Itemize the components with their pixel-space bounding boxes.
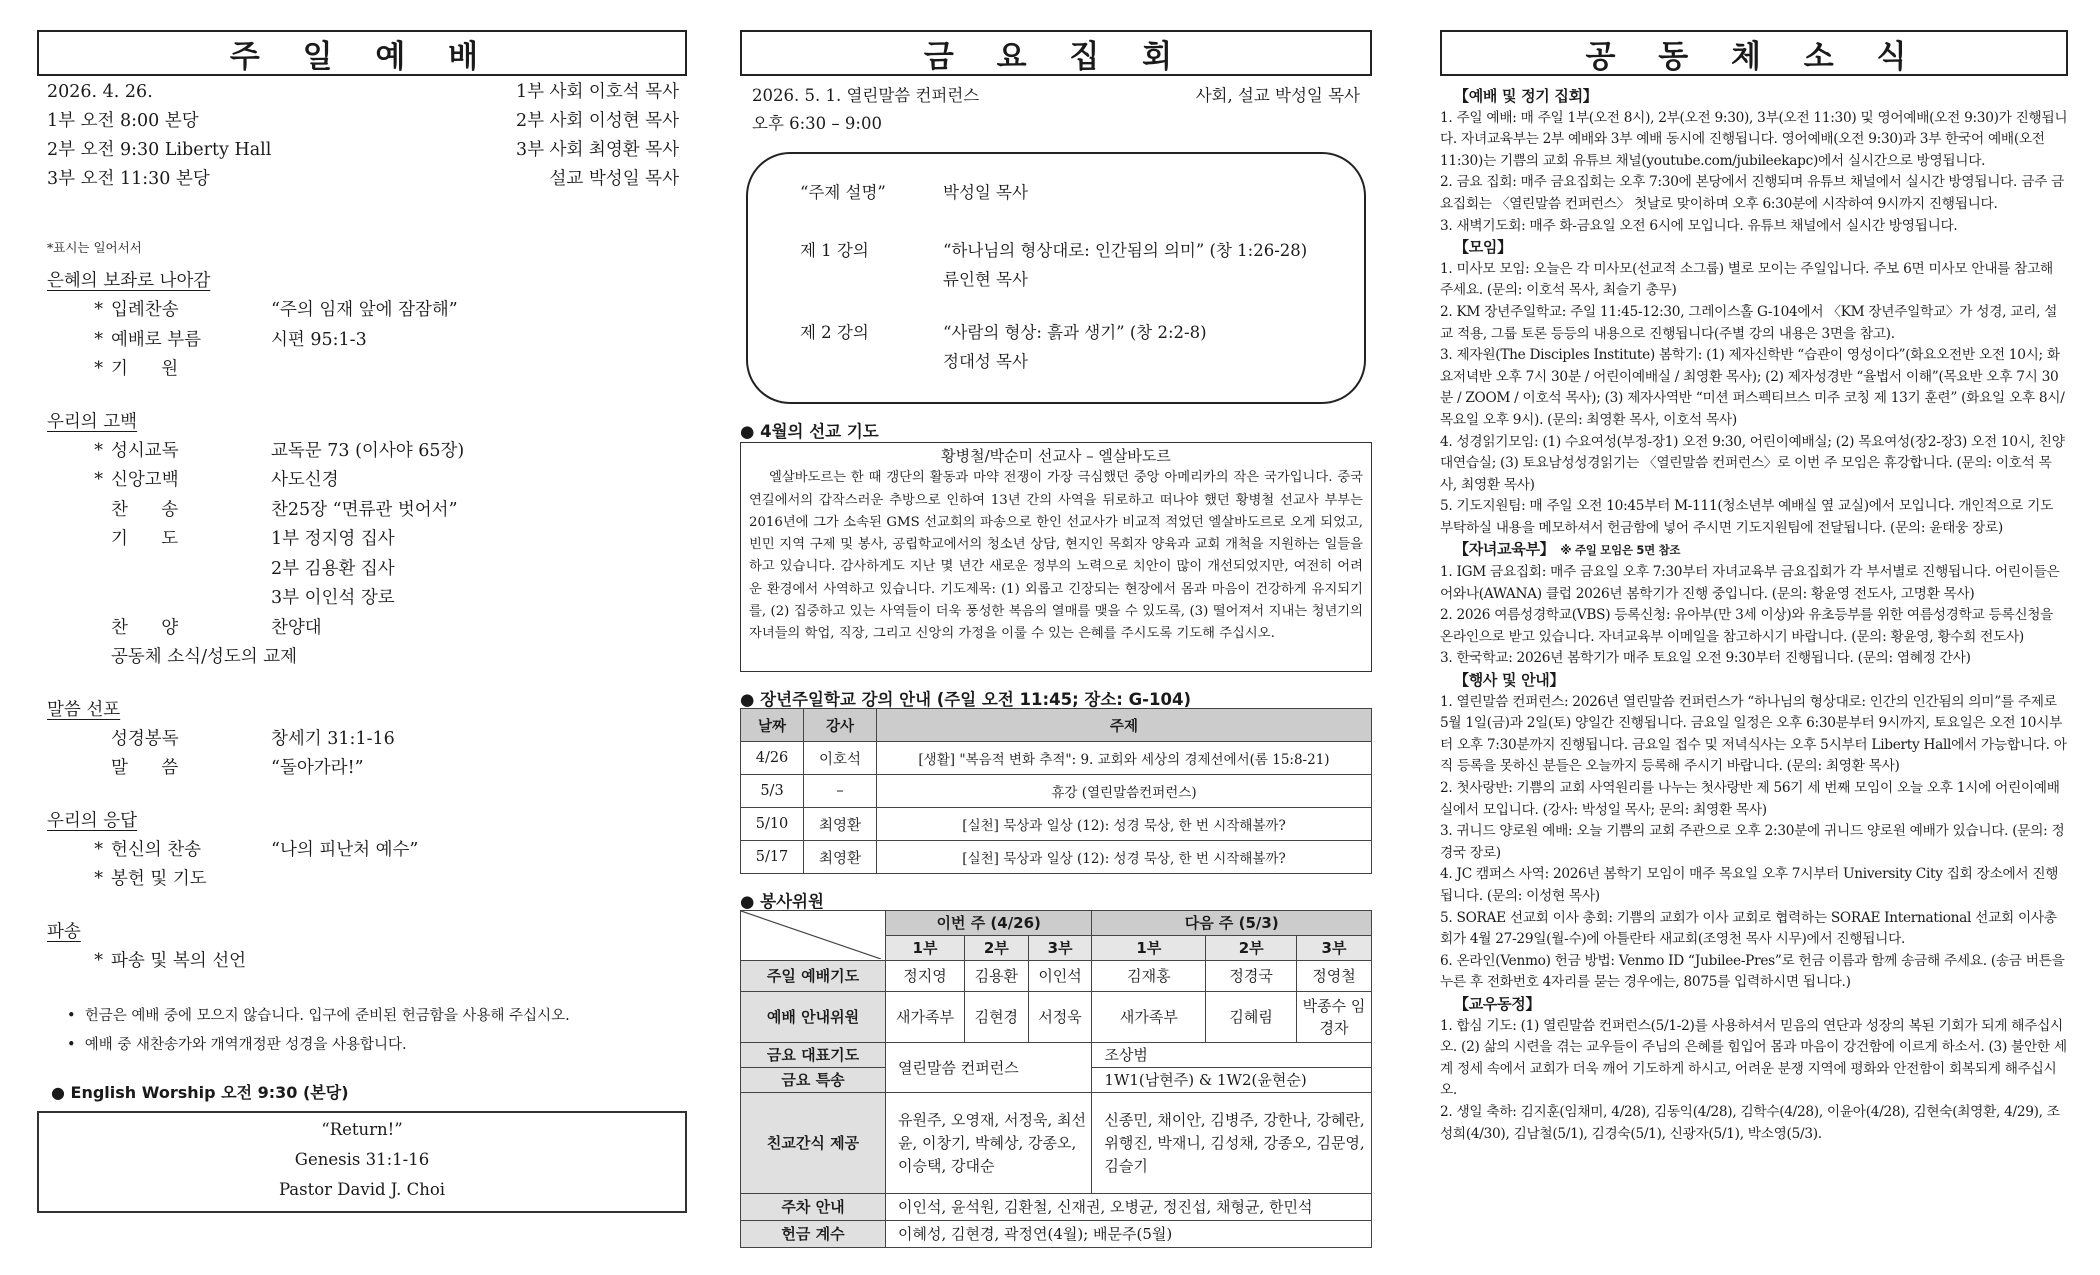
- table-cell: 최영환: [804, 808, 877, 841]
- friday-leader: 사회, 설교 박성일 목사: [1195, 86, 1360, 105]
- order-item-value: “나의 피난처 예수”: [271, 839, 419, 860]
- sunday-worship-column: [37, 0, 687, 1213]
- worship-order-item: [37, 496, 687, 526]
- prayer-volunteer-cell: 김재홍: [1092, 961, 1206, 992]
- order-item-name: 신앙고백: [111, 470, 179, 490]
- lecture-item: 제 2 강의 “사람의 형상: 흙과 생기” (창 2:2-8) 정대성 목사: [800, 323, 1207, 371]
- next-week-header: 다음 주 (5/3): [1092, 911, 1372, 936]
- order-item-name: 찬 송: [111, 499, 179, 520]
- english-preacher: Pastor David J. Choi: [278, 1180, 446, 1199]
- order-item-name: 성경봉독: [111, 728, 179, 749]
- worship-order-item: [37, 296, 687, 326]
- english-scripture: Genesis 31:1-16: [294, 1150, 430, 1169]
- usher-volunteer-cell: 새가족부: [1092, 992, 1206, 1043]
- news-item: 5. 기도지원팀: 매 주일 오전 10:45부터 M-111(청소년부 예배실 옆 교실)에서 모입니다. 개인적으로 기도 부탁하실 내용을 메모하셔서 헌금함에 넣어 주시면 기도지원팀에 전달됩니다. (문의: 윤태웅 장로): [1440, 498, 2054, 536]
- order-item-name: [111, 584, 271, 614]
- service-time: 1부 오전 8:00 본당: [47, 111, 199, 131]
- order-item-value: 1부 정지영 집사: [271, 529, 395, 549]
- prayer-volunteer-cell: 정지영: [886, 961, 965, 992]
- worship-section: [37, 806, 687, 895]
- standing-mark: *: [94, 950, 103, 971]
- order-item-value: 창세기 31:1-16: [271, 728, 395, 749]
- english-worship-box: [37, 1111, 687, 1213]
- preacher: 설교 박성일 목사: [549, 169, 679, 189]
- news-item: 1. 열린말씀 컨퍼런스: 2026년 열린말씀 컨퍼런스가 “하나님의 형상대로: 인간의 인간됨의 의미”를 주제로 5월 1일(금)과 2일(토) 양일간 진행됩니다. 금요일 일정은 오후 6:30분부터 9시까지, 토요일은 오전 10시부터 오후 7:30분까지 진행됩니다. 금요일 접수 및 저녁식사는 오후 5시부터 Liberty Hall에서 가능합니다. 아직 등록을 못하신 분들은 오늘까지 등록해 주시기 바랍니다. (문의: 최영환 목사): [1440, 693, 2067, 775]
- worship-order-item: [37, 947, 687, 977]
- news-item: 3. 한국학교: 2026년 봄학기가 매주 토요일 오전 9:30부터 진행됩니다. (문의: 염혜정 간사): [1440, 650, 1971, 667]
- standing-mark: *: [94, 359, 103, 379]
- order-item-name: [111, 555, 271, 585]
- worship-section: [37, 695, 687, 784]
- service-time: 2부 오전 9:30 Liberty Hall: [47, 140, 272, 160]
- usher-volunteer-cell: 새가족부: [886, 992, 965, 1043]
- order-item-name: 입례찬송: [111, 300, 179, 320]
- table-cell: 휴강 (열린말씀컨퍼런스): [877, 775, 1372, 808]
- table-cell: [실천] 묵상과 일상 (12): 성경 묵상, 한 번 시작해볼까?: [877, 808, 1372, 841]
- news-item: 4. 성경읽기모임: (1) 수요여성(부정-장1) 오전 9:30, 어린이예배실; (2) 목요여성(장2-장3) 오전 10시, 친양대연습실; (3) 토요남성성경읽기는 〈열린말씀 컨퍼런스〉로 이번 주 모임은 휴강합니다. (문의: 이호석 목사, 최영환 목사): [1440, 433, 2065, 493]
- mission-prayer-label: ● 4월의 선교 기도: [740, 422, 879, 441]
- order-item-value: 찬25장 “면류관 벗어서”: [271, 499, 458, 520]
- english-sermon-title: “Return!”: [321, 1120, 403, 1139]
- community-news-body: [1440, 86, 2068, 1145]
- community-news-column: [1440, 0, 2068, 1145]
- volunteers-label: ● 봉사위원: [740, 892, 824, 911]
- worship-order-item: [37, 466, 687, 496]
- usher-volunteer-cell: 김혜림: [1206, 992, 1297, 1043]
- order-item-name: 성시교독: [111, 440, 179, 461]
- prayer-volunteer-cell: 정영철: [1297, 961, 1372, 992]
- order-item-name: 기 원: [111, 359, 179, 379]
- usher-volunteer-cell: 서정욱: [1028, 992, 1092, 1043]
- news-item: 6. 온라인(Venmo) 헌금 방법: Venmo ID “Jubilee-Pres”로 헌금 이름과 함께 송금해 주세요. (송금 버튼을 누른 후 전화번호 4자리를 묻는 경우에는, 8075를 입력하시면 됩니다.): [1440, 952, 2065, 991]
- section-title: 파송: [47, 921, 81, 942]
- standing-mark: *: [94, 440, 103, 461]
- news-item: 3. 귀니드 양로원 예배: 오늘 기쁨의 교회 주관으로 오후 2:30분에 귀니드 양로원 예배가 있습니다. (문의: 정경국 장로): [1440, 823, 2065, 861]
- news-item: 1. 미사모 모임: 오늘은 각 미사모(선교적 소그룹) 별로 모이는 주일입니다. 주보 6면 미사모 안내를 참고해 주세요. (문의: 이호석 목사, 최슬기 총무): [1440, 260, 2053, 299]
- standing-mark: *: [94, 839, 103, 860]
- worship-section: [37, 917, 687, 977]
- order-item-name: 예배로 부름: [111, 329, 202, 350]
- table-cell: 4/26: [741, 742, 804, 775]
- worship-order-item: [37, 725, 687, 755]
- news-item: 2. 생일 축하: 김지훈(임채미, 4/28), 김동익(4/28), 김학수(4/28), 이윤아(4/28), 김현숙(최영환, 4/29), 조성희(4/30), 김남철(5/1), 김경숙(5/1), 신광자(5/1), 박소영(5/3).: [1440, 1103, 2060, 1142]
- service-part-header: 3부: [1297, 936, 1372, 961]
- worship-order-item: [37, 437, 687, 467]
- table-cell: 5/10: [741, 808, 804, 841]
- worship-order-item: [37, 355, 687, 385]
- order-item-value: 교독문 73 (이사야 65장): [271, 440, 465, 461]
- worship-header: [37, 78, 687, 228]
- worship-order-item: [37, 643, 687, 673]
- table-cell: [실천] 묵상과 일상 (12): 성경 묵상, 한 번 시작해볼까?: [877, 841, 1372, 874]
- table-row: [741, 808, 1372, 841]
- prayer-volunteer-cell: 정경국: [1206, 961, 1297, 992]
- order-item-value: 시편 95:1-3: [271, 329, 367, 350]
- order-of-worship: [37, 266, 687, 976]
- service-part-header: 1부: [886, 936, 965, 961]
- worship-order-item: [37, 754, 687, 784]
- sunday-worship-title: 주 일 예 배: [37, 30, 687, 76]
- lecture-item: 제 1 강의 “하나님의 형상대로: 인간됨의 의미” (창 1:26-28) 류인현 목사: [800, 241, 1308, 289]
- note-item: • 예배 중 새찬송가와 개역개정판 성경을 사용합니다.: [67, 1037, 407, 1053]
- mission-prayer-text: 엘살바도르는 한 때 갱단의 활동과 마약 전쟁이 가장 극심했던 중앙 아메리카의 작은 국가입니다. 중국 연길에서의 갑작스러운 추방으로 인하여 13년 간의 사역을 뒤로하고 떠나야 했던 황병철 선교사 부부는 2016년에 그가 소속된 GMS 선교회의 파송으로 한인 선교사가 비교적 적었던 엘살바도르로 오게 되었고, 빈민 지역 구제 및 봉사, 공립학교에서의 청소년 상담, 현지인 목회자 양육과 교회 개척을 지원하는 일들을 하고 있습니다. 감사하게도 지난 몇 년간 새로운 정부의 노력으로 치안이 많이 개선되었지만, 여전히 어려운 환경에서 사역하고 있습니다. 기도제목: (1) 외롭고 긴장되는 현장에서 몸과 마음이 건강하게 유지되기를, (2) 집중하고 있는 사역들이 더욱 풍성한 복음의 열매를 맺을 수 있도록, (3) 떨어져서 지내는 청년기의 자녀들의 학업, 직장, 그리고 신앙의 가정을 이룰 수 있는 은혜를 주시도록 기도해 주십시오.: [749, 470, 1363, 642]
- friday-gathering-title: 금 요 집 회: [740, 30, 1372, 76]
- table-cell: 이호석: [804, 742, 877, 775]
- news-section-heading: 【모임】: [1454, 238, 1512, 257]
- worship-order-item: [37, 555, 687, 585]
- note-item: • 헌금은 예배 중에 모으지 않습니다. 입구에 준비된 헌금함을 사용해 주십시오.: [67, 1008, 570, 1024]
- news-section-heading: 【예배 및 정기 집회】: [1454, 87, 1598, 105]
- adult-school-table: [740, 708, 1372, 874]
- usher-volunteer-cell: 김현경: [964, 992, 1028, 1043]
- news-item: 1. 주일 예배: 매 주일 1부(오전 8시), 2부(오전 9:30), 3부(오전 11:30) 및 영어예배(오전 9:30)가 진행됩니다. 자녀교육부는 2부 예배와 3부 예배 동시에 진행됩니다. 영어예배(오전 9:30)과 3부 한국어 예배(오전 11:30)는 기쁨의 교회 유튜브 채널(youtube.com/jubileekapc)에서 실시간으로 방영됩니다.: [1440, 109, 2068, 169]
- news-section-heading: 【자녀교육부】 ※ 주일 모임은 5면 참조: [1454, 540, 1681, 559]
- news-item: 2. KM 장년주일학교: 주일 11:45-12:30, 그레이스홀 G-104에서 〈KM 장년주일학교〉가 성경, 교리, 설교 적용, 그룹 토론 등등의 내용으로 진행됩니다(주별 강의 내용은 3면을 참고).: [1440, 303, 2058, 342]
- prayer-volunteer-cell: 김용환: [964, 961, 1028, 992]
- community-news-title: 공 동 체 소 식: [1440, 30, 2068, 76]
- news-item: 3. 새벽기도회: 매주 화-금요일 오전 6시에 모입니다. 유튜브 채널에서 실시간 방영됩니다.: [1440, 217, 1958, 234]
- standing-mark: *: [94, 470, 103, 490]
- news-item: 2. 첫사랑반: 기쁨의 교회 사역원리를 나누는 첫사랑반 제 56기 세 번째 모임이 오늘 오후 1시에 어린이예배실에서 모입니다. (강사: 박성일 목사; 문의: 최영환 목사): [1440, 780, 2060, 818]
- order-item-name: 말 씀: [111, 758, 179, 778]
- mission-prayer-box: [740, 442, 1372, 672]
- service-part-header: 1부: [1092, 936, 1206, 961]
- standing-note: *표시는 일어서서: [47, 240, 142, 255]
- news-item: 1. IGM 금요집회: 매주 금요일 오후 7:30부터 자녀교육부 금요집회가 각 부서별로 진행됩니다. 어린이들은 어와나(AWANA) 클럽 2026년 봄학기가 진행 중입니다. (문의: 황윤영 전도사, 고명환 목사): [1440, 564, 2060, 602]
- worship-section: [37, 407, 687, 673]
- worship-notes: [67, 1002, 687, 1060]
- lecture-item: “주제 설명” 박성일 목사: [800, 183, 1028, 202]
- english-worship-label: ● English Worship 오전 9:30 (본당): [51, 1083, 349, 1102]
- standing-mark: *: [94, 869, 103, 889]
- order-item-name: 찬 양: [111, 617, 179, 638]
- table-cell: 5/17: [741, 841, 804, 874]
- service-leader: 1부 사회 이호석 목사: [515, 82, 679, 102]
- news-item: 1. 합심 기도: (1) 열린말씀 컨퍼런스(5/1-2)를 사용하셔서 믿음의 연단과 성장의 복된 기회가 되게 해주십시오. (2) 삶의 시련을 겪는 교우들이 주님의 은혜를 힘입어 몸과 마음이 강건함에 이르게 하소서. (3) 불안한 세계 정세 속에서 교회가 더욱 깨어 기도하게 하시고, 어려운 분쟁 지역에 평화와 안전함이 회복되게 해주십시오.: [1440, 1017, 2067, 1099]
- usher-volunteer-cell: 박종수 임경자: [1297, 992, 1372, 1043]
- section-title: 우리의 고백: [47, 411, 138, 432]
- this-week-header: 이번 주 (4/26): [886, 911, 1092, 936]
- diagonal-cell: [741, 911, 886, 961]
- worship-order-item: [37, 865, 687, 895]
- friday-date: 2026. 5. 1. 열린말씀 컨퍼런스: [752, 86, 980, 105]
- news-section-note: ※ 주일 모임은 5면 참조: [1560, 543, 1681, 558]
- worship-section: [37, 266, 687, 385]
- news-item: 5. SORAE 선교회 이사 총회: 기쁨의 교회가 이사 교회로 협력하는 SORAE International 선교회 이사총회가 4월 27-29일(월-수)에 아틀란타 새교회(조영천 목사 시무)에서 진행됩니다.: [1440, 909, 2057, 948]
- prayer-volunteer-cell: 이인석: [1028, 961, 1092, 992]
- news-section-heading: 【교우동정】: [1454, 994, 1541, 1013]
- service-part-header: 2부: [964, 936, 1028, 961]
- service-part-header: 2부: [1206, 936, 1297, 961]
- worship-order-item: [37, 584, 687, 614]
- order-item-name: 공동체 소식/성도의 교제: [111, 647, 298, 667]
- order-item-name: 파송 및 복의 선언: [111, 950, 247, 971]
- news-item: 4. JC 캠퍼스 사역: 2026년 봄학기 모임이 매주 목요일 오후 7시부터 University City 집회 장소에서 진행됩니다. (문의: 이성현 목사): [1440, 866, 2059, 904]
- friday-header: [740, 82, 1372, 140]
- table-row: [741, 841, 1372, 874]
- news-item: 2. 2026 여름성경학교(VBS) 등록신청: 유아부(만 3세 이상)와 유초등부를 위한 여름성경학교 등록신청을 온라인으로 받고 있습니다. 자녀교육부 이메일을 참고하시기 바랍니다. (문의: 황윤영, 황수희 전도사): [1440, 607, 2054, 645]
- order-item-value: “주의 임재 앞에 잠잠해”: [271, 300, 458, 320]
- friday-time: 오후 6:30 – 9:00: [752, 114, 882, 133]
- worship-order-item: [37, 614, 687, 644]
- worship-order-item: [37, 326, 687, 356]
- section-title: 은혜의 보좌로 나아감: [47, 271, 211, 291]
- order-item-value: 3부 이인석 장로: [271, 588, 395, 608]
- lecture-schedule-box: [746, 152, 1366, 404]
- table-cell: 최영환: [804, 841, 877, 874]
- order-item-value: “돌아가라!”: [271, 758, 364, 778]
- worship-order-item: [37, 525, 687, 555]
- table-header-row: 날짜 강사 주제: [741, 709, 1372, 742]
- order-item-name: 헌신의 찬송: [111, 839, 202, 860]
- volunteers-table: 이번 주 (4/26) 다음 주 (5/3) 1부 2부 3부 1부 2부 3부 주일 예배기도 정지영 김용환 이인석 김재홍 정경국 정영철 예배 안내위원 새가족부 김현경 서정욱 새가족부 김혜림 박종수 임경자 금요 대표기도 열린말씀 컨퍼런스 조상범 금요 특송 1W1(남현주) & 1W2(윤현순) 친교간식 제공 유원주, 오영재, 서정욱, 최선윤, 이창기, 박혜상, 강종오, 이승택, 강대순 신종민, 채이안, 김병주, 강한나, 강혜란, 위행진, 박재니, 김성채, 강종오, 김문영, 김슬기 주차 안내 이인석, 윤석원, 김환철, 신재권, 오병균, 정진섭, 채형균, 한민석 헌금 계수 이혜성, 김현경, 곽정연(4월); 배문주(5월): [740, 910, 1372, 1248]
- table-row: [741, 742, 1372, 775]
- service-time: 3부 오전 11:30 본당: [47, 169, 210, 189]
- friday-gathering-column: [740, 0, 1372, 1248]
- section-title: 말씀 선포: [47, 699, 121, 720]
- table-cell: 5/3: [741, 775, 804, 808]
- service-leader: 3부 사회 최영환 목사: [515, 140, 679, 160]
- worship-date: 2026. 4. 26.: [47, 82, 153, 102]
- worship-order-item: [37, 836, 687, 866]
- news-item: 2. 금요 집회: 매주 금요집회는 오후 7:30에 본당에서 진행되며 유튜브 채널에서 실시간 방영됩니다. 금주 금요집회는 〈열린말씀 컨퍼런스〉 첫날로 맞이하며 오후 6:30분에 시작하여 9시까지 진행됩니다.: [1440, 174, 2064, 212]
- order-item-name: 기 도: [111, 529, 179, 549]
- standing-mark: *: [94, 329, 103, 350]
- news-item: 3. 제자원(The Disciples Institute) 봄학기: (1) 제자신학반 “습관이 영성이다”(화요오전반 오전 10시; 화요저녁반 오후 7시 30분 / 어린이예배실 / 최영환 목사); (2) 제자성경반 “율법서 이해”(목요반 오후 7시 30분 / ZOOM / 이호석 목사); (3) 제자사역반 “미션 퍼스펙티브스 미주 코칭 제 13기 훈련” (화요일 오후 8시/목요일 오후 9시). (문의: 최영환 목사, 이호석 목사): [1440, 347, 2065, 428]
- news-section-heading: 【행사 및 안내】: [1454, 671, 1565, 690]
- standing-mark: *: [94, 300, 103, 320]
- order-item-value: 2부 김용환 집사: [271, 558, 395, 579]
- section-title: 우리의 응답: [47, 810, 138, 831]
- order-item-name: 봉헌 및 기도: [111, 869, 207, 889]
- service-part-header: 3부: [1028, 936, 1092, 961]
- order-item-value: 사도신경: [271, 470, 339, 490]
- service-leader: 2부 사회 이성현 목사: [515, 111, 679, 131]
- table-cell: –: [804, 775, 877, 808]
- order-item-value: 찬양대: [271, 617, 322, 638]
- table-cell: [생활] "복음적 변화 추적": 9. 교회와 세상의 경제선에서(롬 15:8-21): [877, 742, 1372, 775]
- missionary-name: 황병철/박순미 선교사 – 엘살바도르: [941, 447, 1171, 465]
- table-row: [741, 775, 1372, 808]
- adult-school-label: ● 장년주일학교 강의 안내 (주일 오전 11:45; 장소: G-104): [740, 690, 1192, 709]
